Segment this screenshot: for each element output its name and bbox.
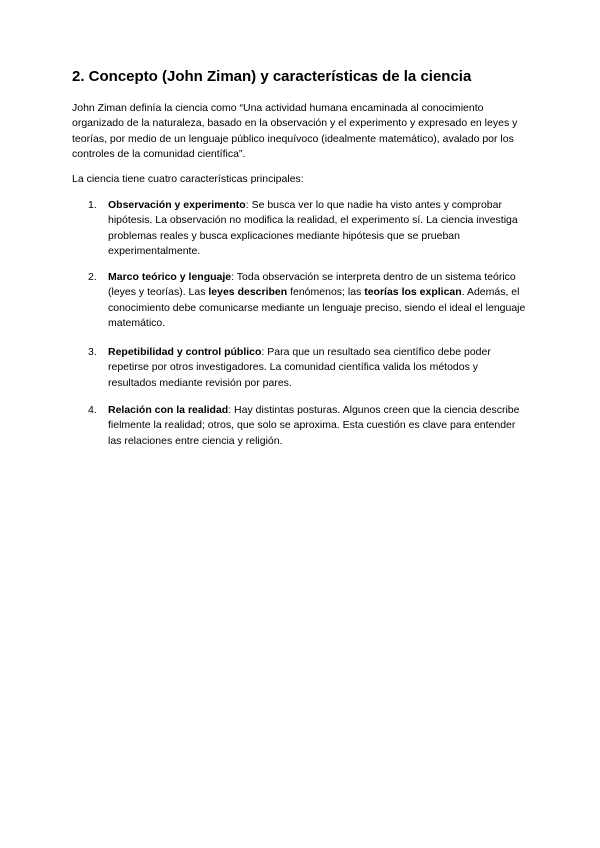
list-item-text: : Toda observación se interpreta dentro de un sistema teórico (leyes y teorías). Las bbox=[108, 271, 516, 299]
emphasis-leyes: leyes describen bbox=[208, 286, 288, 299]
list-item-text: fenómenos; las bbox=[287, 286, 365, 299]
list-item-body bbox=[108, 345, 528, 391]
intro-paragraph: John Ziman definía la ciencia como “Una actividad humana encaminada al conocimiento organizado de la naturaleza, basado en la observación y el experimento y expresado en leyes y teorías, por medio de un lenguaje público inequívoco (idealmente matemático), avalado por los controles de la comunidad científica”. bbox=[72, 102, 518, 161]
list-item-heading: Relación con la realidad bbox=[108, 404, 229, 416]
section-title: 2. Concepto (John Ziman) y características de la ciencia bbox=[72, 68, 472, 85]
list-item-text: . Además, el conocimiento debe comunicarse mediante un lenguaje preciso, siendo el ideal el lenguaje matemático. bbox=[108, 286, 526, 330]
list-item-heading: Observación y experimento bbox=[108, 199, 246, 211]
list-item-text: : Hay distintas posturas. Algunos creen que la ciencia describe fielmente la realidad; otros, que solo se aproxima. Esta cuestión es clave para entender las relaciones entre ciencia y religión. bbox=[108, 404, 520, 447]
emphasis-teorias: teorías los explican bbox=[364, 286, 462, 299]
list-item-heading: Repetibilidad y control público bbox=[108, 346, 262, 358]
list-item-number: 4. bbox=[88, 404, 97, 416]
list-item-body bbox=[108, 270, 528, 332]
list-item-text: : Para que un resultado sea científico debe poder repetirse por otros investigadores. La comunidad científica valida los métodos y resultados mediante revisión por pares. bbox=[108, 346, 491, 389]
list-item-text: : Se busca ver lo que nadie ha visto antes y comprobar hipótesis. La observación no modifica la realidad, el experimento sí. La ciencia investiga problemas reales y busca explicaciones mediante hipótesis que se prueban experimentalmente. bbox=[108, 199, 518, 258]
list-lead-paragraph: La ciencia tiene cuatro características principales: bbox=[72, 173, 304, 185]
list-item-number: 2. bbox=[88, 271, 97, 283]
list-item-heading: Marco teórico y lenguaje bbox=[108, 271, 232, 283]
list-item-body bbox=[108, 403, 528, 449]
list-item-number: 3. bbox=[88, 346, 97, 358]
list-item-number: 1. bbox=[88, 199, 97, 211]
list-item-body bbox=[108, 198, 528, 260]
